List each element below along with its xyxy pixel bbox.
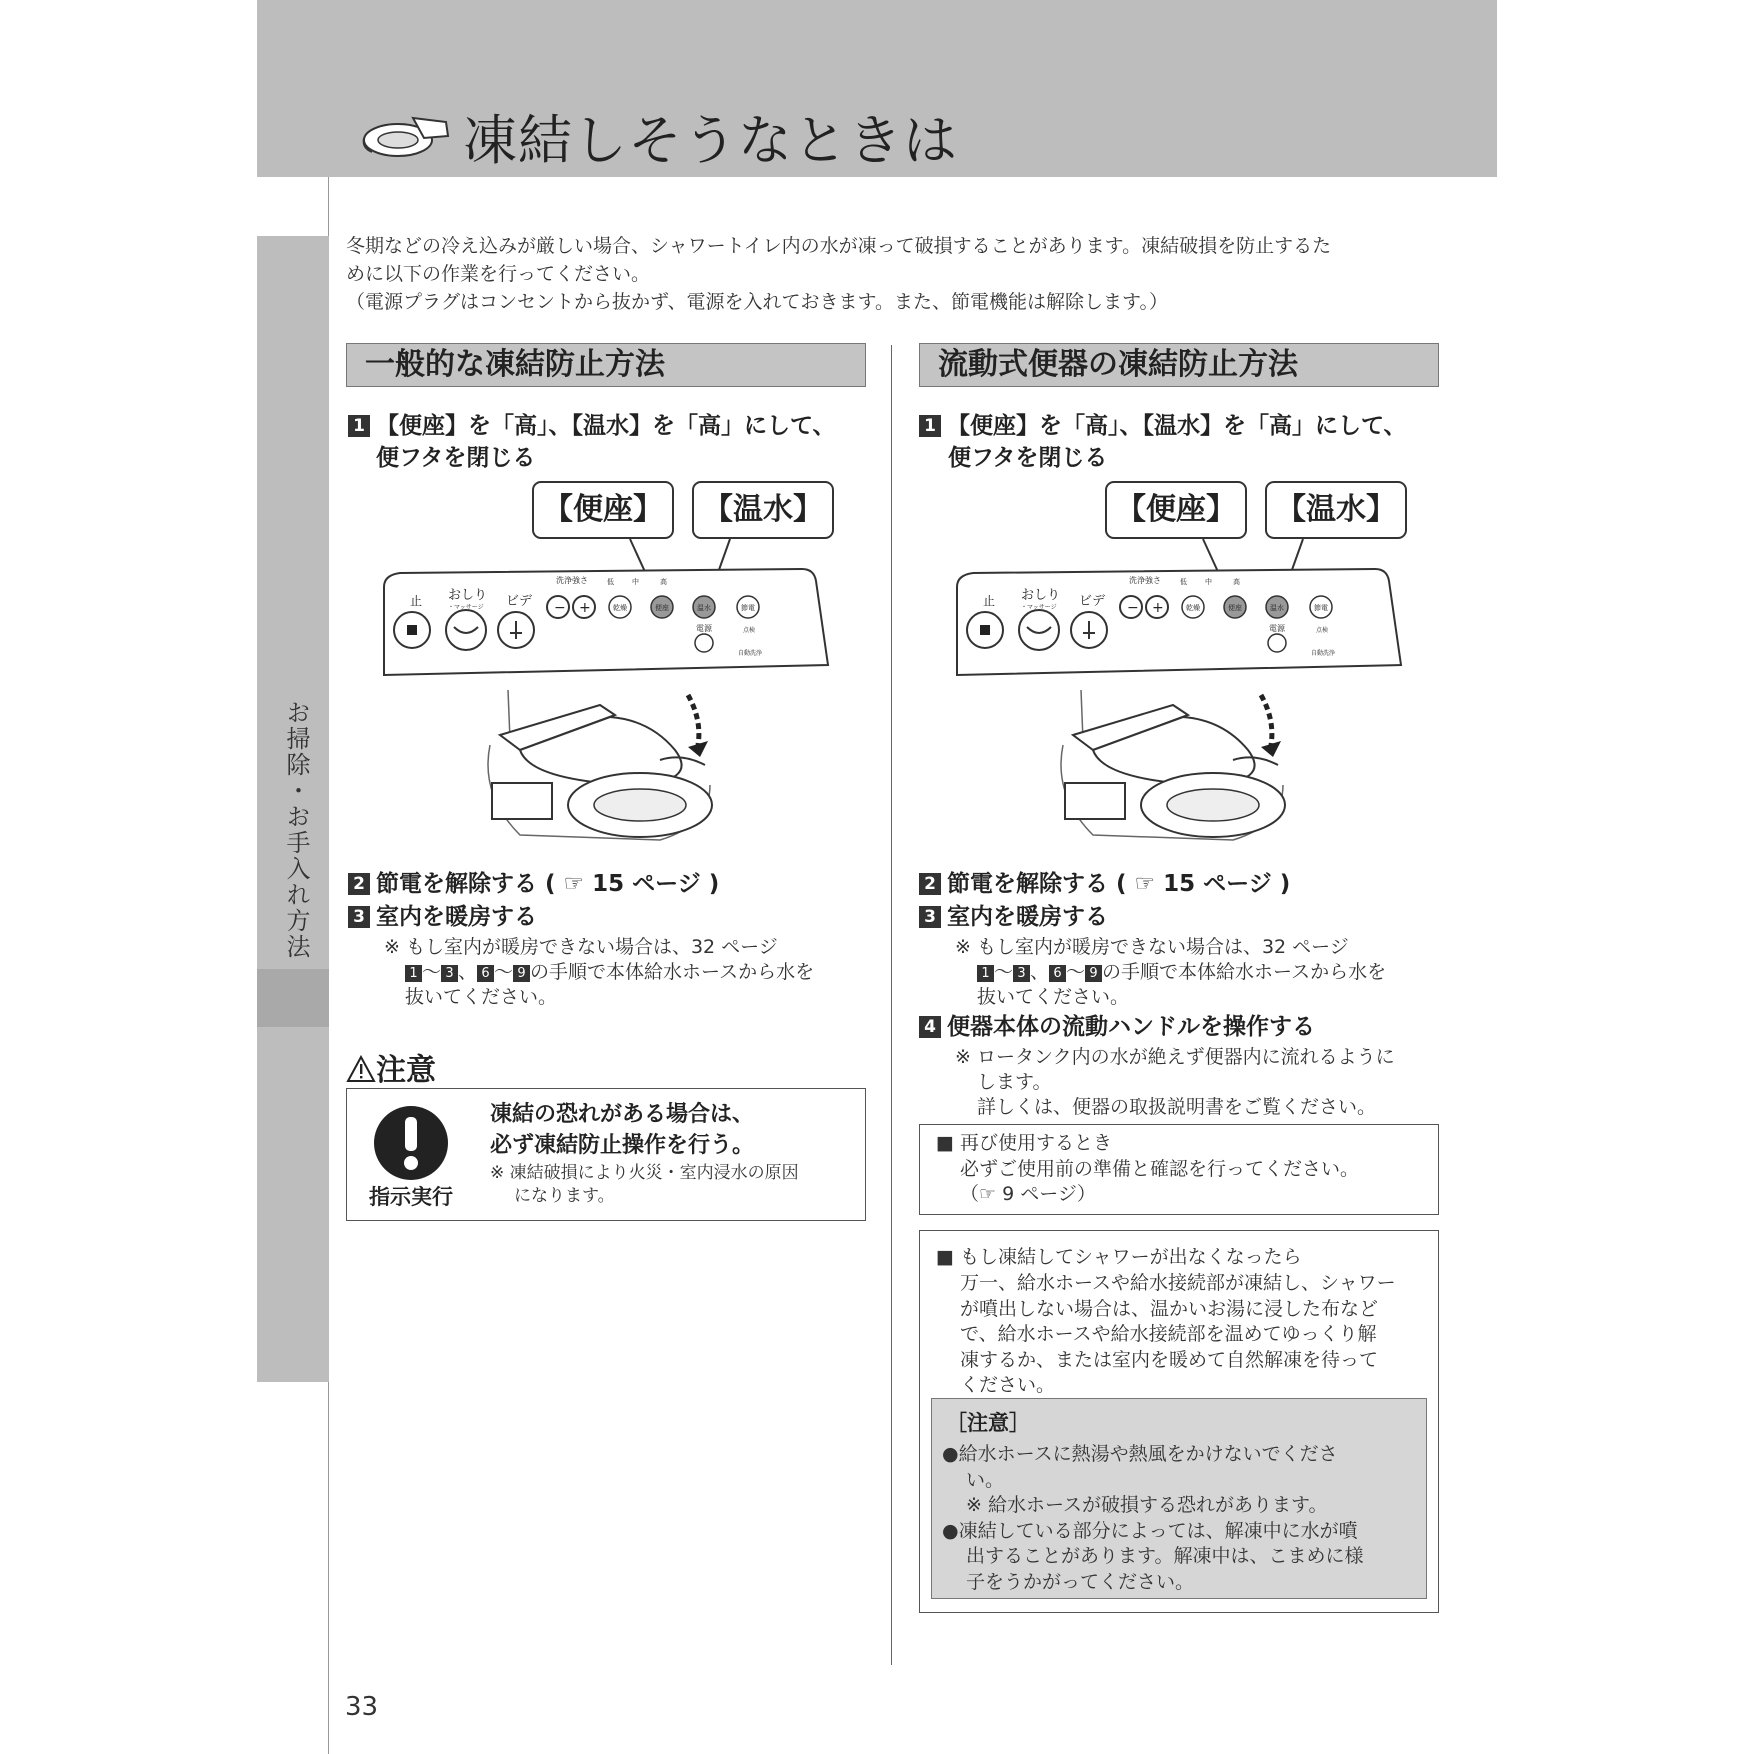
warning-line: 子をうかがってください。 — [966, 1570, 1195, 1593]
svg-text:中: 中 — [632, 578, 639, 586]
svg-text:−: − — [1127, 600, 1139, 616]
caution-line: 凍結の恐れがある場合は、 — [490, 1102, 755, 1127]
step-3 — [919, 901, 1108, 933]
intro-text — [346, 232, 1446, 316]
toilet-seat-icon — [358, 104, 454, 162]
frozen-line: が噴出しない場合は、温かいお湯に浸した布など — [960, 1297, 1379, 1320]
step-2 — [348, 868, 719, 900]
svg-text:低: 低 — [607, 578, 614, 586]
note-line: ※ もし室内が暖房できない場合は、32 ページ — [955, 936, 1349, 958]
warning-subbox — [931, 1398, 1427, 1599]
toilet-seat-illustration — [488, 690, 712, 840]
reuse-title: ■ 再び使用するとき — [936, 1132, 1112, 1154]
step-1 — [919, 410, 1407, 442]
svg-text:−: − — [554, 600, 566, 616]
frozen-line: で、給水ホースや給水接続部を温めてゆっくり解 — [960, 1323, 1377, 1345]
section-heading-flow: 流動式便器の凍結防止方法 — [919, 343, 1439, 387]
warning-title: ［注意］ — [946, 1411, 1030, 1435]
step-number: 2 — [919, 873, 941, 895]
svg-text:高: 高 — [660, 578, 667, 586]
warning-triangle-icon — [346, 1055, 376, 1083]
svg-text:自動洗浄: 自動洗浄 — [738, 650, 763, 657]
frozen-line: 万一、給水ホースや給水接続部が凍結し、シャワー — [960, 1272, 1396, 1294]
svg-text:節電: 節電 — [741, 604, 755, 612]
warning-line: ●給水ホースに熱湯や熱風をかけないでくださ — [942, 1443, 1338, 1465]
note-line: 抜いてください。 — [977, 986, 1130, 1008]
svg-text:点検: 点検 — [743, 627, 756, 634]
massage-label: ・マッサージ — [1021, 604, 1057, 611]
note-line: 抜いてください。 — [405, 986, 558, 1008]
note-line: ※ もし室内が暖房できない場合は、32 ページ — [384, 936, 778, 958]
caution-note-line: になります。 — [514, 1186, 615, 1206]
massage-label: ・マッサージ — [448, 604, 484, 611]
stop-label: 止 — [410, 594, 423, 608]
control-panel-illustration — [943, 535, 1413, 855]
side-tab-label: お掃除・お手入れ方法 — [282, 700, 310, 960]
caution-heading — [346, 1045, 436, 1089]
step-number: 2 — [348, 873, 370, 895]
bidet-label: ビデ — [1079, 594, 1106, 609]
note-line: します。 — [977, 1071, 1052, 1093]
warning-line: い。 — [966, 1468, 1005, 1491]
reuse-box — [919, 1124, 1439, 1215]
frozen-box — [919, 1230, 1439, 1613]
intro-line: （電源プラグはコンセントから抜かず、電源を入れておきます。また、節電機能は解除します。） — [346, 291, 1168, 313]
step-1-line2: 便フタを閉じる — [376, 445, 536, 471]
reuse-line: （☞ 9 ページ） — [960, 1183, 1096, 1205]
svg-text:+: + — [1152, 600, 1164, 616]
step-number: 3 — [919, 906, 941, 928]
oshiri-label: おしり — [1021, 588, 1061, 603]
svg-text:乾燥: 乾燥 — [1186, 604, 1200, 612]
callout-water: 【温水】 — [1265, 481, 1407, 539]
caution-note-line: ※ 凍結破損により火災・室内浸水の原因 — [490, 1163, 799, 1183]
step-number: 3 — [348, 906, 370, 928]
svg-text:乾燥: 乾燥 — [613, 604, 627, 612]
step-4 — [919, 1011, 1315, 1043]
stop-label: 止 — [983, 594, 996, 608]
step-3 — [348, 901, 537, 933]
control-panel-illustration — [370, 535, 840, 855]
svg-text:中: 中 — [1205, 578, 1212, 586]
power-button — [695, 634, 713, 652]
callout-seat: 【便座】 — [532, 481, 674, 539]
svg-text:+: + — [579, 600, 591, 616]
note-line: 詳しくは、便器の取扱説明書をご覧ください。 — [977, 1096, 1377, 1118]
caution-main — [490, 1099, 754, 1161]
mandatory-action-label: 指示実行 — [369, 1185, 453, 1209]
frozen-line: 凍するか、または室内を暖めて自然解凍を待って — [960, 1348, 1379, 1371]
caution-line: 必ず凍結防止操作を行う。 — [490, 1133, 755, 1158]
step-text: 【便座】を「高」、【温水】を「高」にして、 — [947, 413, 1407, 439]
note-line: 1 〜 3 、 6 〜 9 の手順で本体給水ホースから水を — [405, 960, 814, 985]
warning-text — [942, 1442, 1363, 1595]
pressure-label: 洗浄強さ — [556, 576, 588, 585]
step-text: 室内を暖房する — [947, 904, 1108, 930]
svg-text:便座: 便座 — [655, 604, 669, 612]
callout-water: 【温水】 — [692, 481, 834, 539]
svg-text:温水: 温水 — [697, 604, 711, 612]
power-button — [1268, 634, 1286, 652]
step-number: 4 — [919, 1016, 941, 1038]
bidet-label: ビデ — [506, 594, 533, 609]
intro-line: めに以下の作業を行ってください。 — [346, 263, 651, 285]
svg-text:温水: 温水 — [1270, 604, 1284, 612]
oshiri-button — [446, 610, 486, 650]
note-line: ※ ロータンク内の水が絶えず便器内に流れるように — [955, 1046, 1395, 1068]
step-number: 1 — [919, 415, 941, 437]
svg-text:低: 低 — [1180, 578, 1187, 586]
svg-text:便座: 便座 — [1228, 604, 1242, 612]
warning-line: ●凍結している部分によっては、解凍中に水が噴 — [942, 1519, 1358, 1542]
svg-text:電源: 電源 — [1269, 624, 1285, 633]
oshiri-label: おしり — [448, 588, 488, 603]
frozen-line: ください。 — [960, 1374, 1056, 1396]
step-1-line2: 便フタを閉じる — [948, 445, 1108, 471]
svg-text:電源: 電源 — [696, 624, 712, 633]
frozen-title: ■ もし凍結してシャワーが出なくなったら — [936, 1246, 1302, 1268]
pressure-label: 洗浄強さ — [1129, 576, 1161, 585]
reuse-line: 必ずご使用前の準備と確認を行ってください。 — [960, 1158, 1360, 1180]
step-2 — [919, 868, 1290, 900]
side-tab-marker — [257, 969, 329, 1027]
step-text: 便器本体の流動ハンドルを操作する — [947, 1014, 1315, 1040]
svg-text:点検: 点検 — [1316, 627, 1329, 634]
step-text: 節電を解除する ( ☞ 15 ページ ) — [947, 871, 1291, 897]
warning-line: ※ 給水ホースが破損する恐れがあります。 — [966, 1494, 1328, 1516]
page-number: 33 — [345, 1692, 379, 1722]
page-title: 凍結しそうなときは — [463, 109, 958, 172]
frozen-text — [960, 1271, 1396, 1399]
step-1 — [348, 410, 836, 442]
svg-text:節電: 節電 — [1314, 604, 1328, 612]
mandatory-action-icon — [373, 1105, 449, 1181]
oshiri-button — [1019, 610, 1059, 650]
callout-seat: 【便座】 — [1105, 481, 1247, 539]
section-heading-general: 一般的な凍結防止方法 — [346, 343, 866, 387]
caution-note — [490, 1162, 799, 1208]
warning-line: 出することがあります。解凍中は、こまめに様 — [966, 1545, 1364, 1567]
svg-text:高: 高 — [1233, 578, 1240, 586]
step-text: 室内を暖房する — [376, 904, 537, 930]
caution-box — [346, 1088, 866, 1221]
step-text: 【便座】を「高」、【温水】を「高」にして、 — [376, 413, 836, 439]
step-text: 節電を解除する ( ☞ 15 ページ ) — [376, 871, 720, 897]
note-line: 1 〜 3 、 6 〜 9 の手順で本体給水ホースから水を — [977, 960, 1386, 985]
toilet-seat-illustration — [1061, 690, 1285, 840]
caution-heading-text: 注意 — [376, 1053, 436, 1088]
intro-line: 冬期などの冷え込みが厳しい場合、シャワートイレ内の水が凍って破損することがあります。凍結破損を防止するた — [346, 235, 1332, 257]
svg-text:自動洗浄: 自動洗浄 — [1311, 650, 1336, 657]
column-divider — [891, 345, 892, 1665]
step-number: 1 — [348, 415, 370, 437]
